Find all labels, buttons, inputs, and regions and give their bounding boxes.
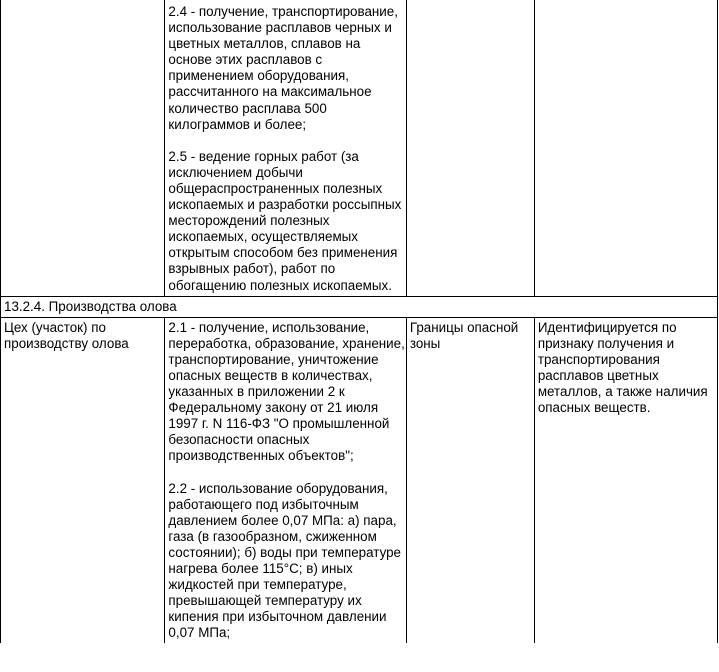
cell-hazard-criteria [165, 0, 406, 296]
section-header: 13.2.4. Производства олова [1, 296, 718, 317]
table-row [1, 0, 718, 296]
criteria-paragraph: 2.1 - получение, использование, переработка, образование, хранение, транспортирование, уничтожение опасных веществ в количествах, указанных в приложении 2 к Федеральному закону от 21 июля 1997 г. N 116-ФЗ "О промышленной безопасности опасных производственных объектов"; [168, 319, 405, 464]
cell-identification [534, 0, 717, 296]
criteria-paragraph: 2.5 - ведение горных работ (за исключением добычи общераспространенных полезных ископаемых и разработки россыпных месторождений полезных ископаемых, осуществляемых открытым способом без применения взрывных работ), работ по обогащению полезных ископаемых. [168, 148, 402, 293]
cell-zone: Границы опасной зоны [406, 317, 534, 643]
cell-hazard-criteria [165, 317, 406, 643]
cell-object-name: Цех (участок) по производству олова [1, 317, 165, 643]
cell-object-name [1, 0, 165, 296]
section-header-row [1, 296, 718, 317]
cell-identification: Идентифицируется по признаку получения и транспортирования расплавов цветных металлов, а также наличия опасных веществ. [534, 317, 717, 643]
table-row [1, 317, 718, 643]
criteria-paragraph: 2.2 - использование оборудования, работающего под избыточным давлением более 0,07 МПа: а) пара, газа (в газообразном, сжиженном состоянии); б) воды при температуре нагрева более 115°С; в) иных жидкостей при температуре, превышающей температуру их кипения при избыточном давлении 0,07 МПа; [168, 480, 402, 641]
cell-zone [406, 0, 534, 296]
criteria-paragraph: 2.4 - получение, транспортирование, использование расплавов черных и цветных металлов, сплавов на основе этих расплавов с применением оборудования, рассчитанного на максимальное количество расплава 500 килограммов и более; [168, 4, 398, 132]
